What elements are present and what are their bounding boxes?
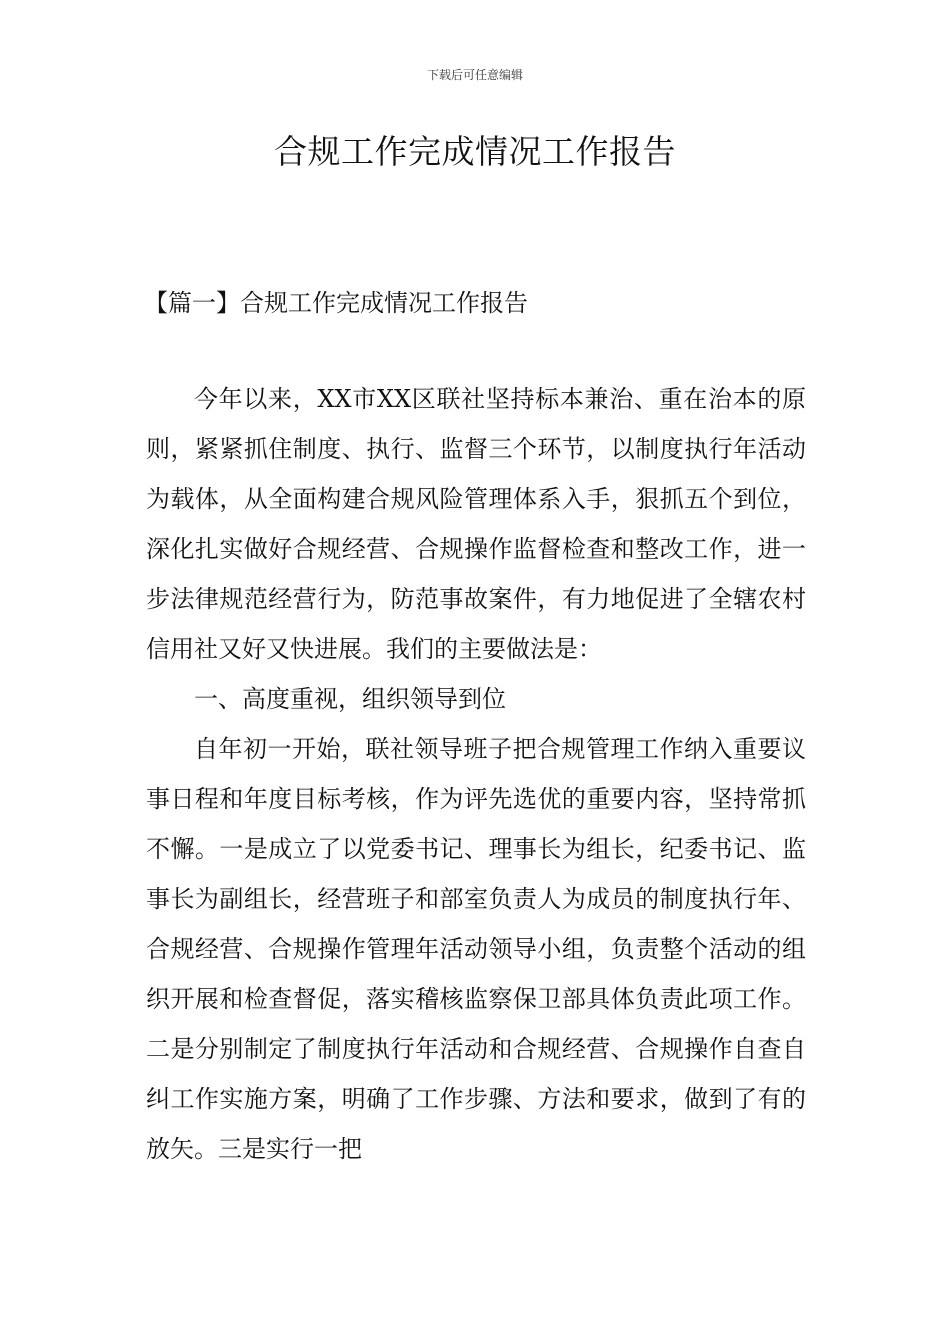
paragraph-intro: 今年以来，XX市XX区联社坚持标本兼治、重在治本的原则，紧紧抓住制度、执行、监督三个环节，以制度执行年活动为载体，从全面构建合规风险管理体系入手，狠抓五个到位，深化扎实做好合规经营、合规操作监督检查和整改工作，进一步法律规范经营行为，防范事故案件，有力地促进了全辖农村信用社又好又快进展。我们的主要做法是： bbox=[146, 385, 806, 663]
paragraph-subheading: 一、高度重视，组织领导到位 bbox=[194, 685, 506, 713]
header-note: 下载后可任意编辑 bbox=[426, 68, 523, 82]
document-title: 合规工作完成情况工作报告 bbox=[274, 132, 676, 171]
section-heading: 【篇一】合规工作完成情况工作报告 bbox=[144, 289, 528, 317]
body-text bbox=[146, 374, 806, 1174]
paragraph-detail: 自年初一开始，联社领导班子把合规管理工作纳入重要议事日程和年度目标考核，作为评先选优的重要内容，坚持常抓不懈。一是成立了以党委书记、理事长为组长，纪委书记、监事长为副组长，经营班子和部室负责人为成员的制度执行年、合规经营、合规操作管理年活动领导小组，负责整个活动的组织开展和检查督促，落实稽核监察保卫部具体负责此项工作。二是分别制定了制度执行年活动和合规经营、合规操作自查自纠工作实施方案，明确了工作步骤、方法和要求，做到了有的放矢。三是实行一把 bbox=[146, 735, 806, 1163]
